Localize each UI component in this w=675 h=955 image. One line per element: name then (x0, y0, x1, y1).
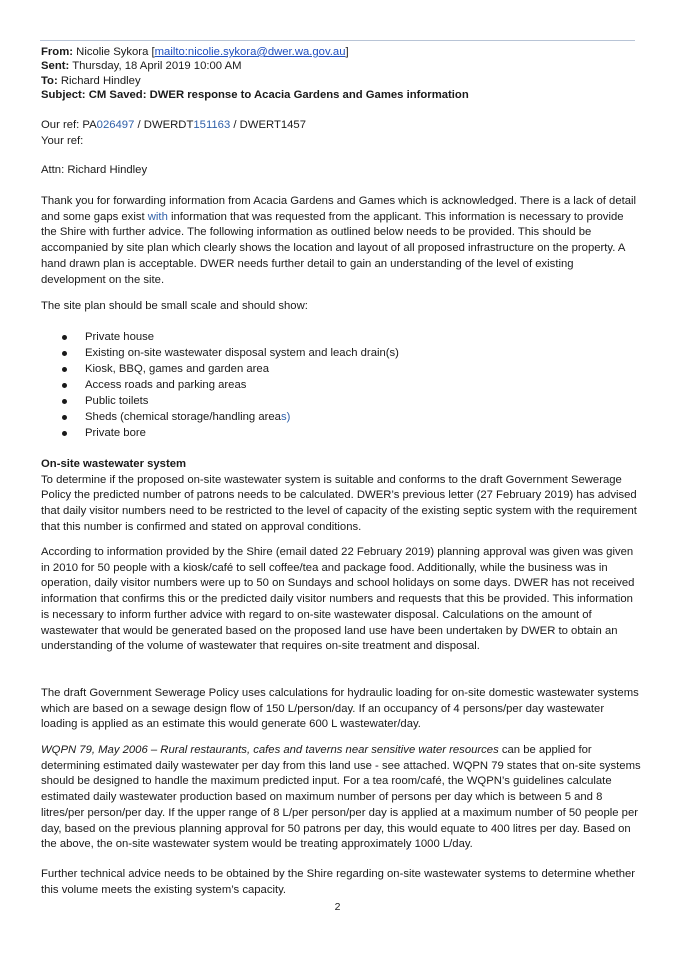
wqpn-text: can be applied for determining estimated daily wastewater per day from this land use - see attached. WQPN 79 states that on-site systems should be designed to handle the maximum predicted input. For a tea room/café, the WQPN’s guidelines calculate estimated daily wastewater production based on maximum number of persons per day which is between 5 and 8 litres/per person/per day. If the upper range of 8 L/per person/per day is applied at a maximum number of 50 people per day, based on the previous planning approval for 50 patrons per day, this would equate to 400 litres per day. Based on the above, the on-site wastewater system would be treating approximately 1000 L/day. (41, 744, 641, 851)
page-number: 2 (334, 901, 341, 913)
para1-before: Thank you for forwarding information from Acacia Gardens and Games which is acknowledged. There is a lack of detail and some gaps exist (41, 195, 637, 223)
ref1-number: 026497 (96, 119, 135, 131)
site-plan-intro: The site plan should be small scale and should show: (41, 300, 308, 312)
references (41, 118, 641, 149)
from-name: Nicolie Sykora (76, 46, 149, 58)
shire-info-paragraph: According to information provided by the Shire (email dated 22 February 2019) planning approval was given was given in 2010 for 50 people with a kiosk/café to sell coffee/tea and package food. Additionally, while the business was in operation, daily visitor numbers were up to 50 on Sundays and school holidays on some days. DWER has not received information that confirms this or the predicted daily visitor numbers and requests that this be provided. This information is necessary to inform further advice with regard to on-site wastewater disposal. Calculations on the amount of wastewater that would be generated based on the proposed land use have been undertaken by DWER to obtain an understanding of the volume of wastewater that requires on-site treatment and disposal. (41, 546, 635, 653)
our-ref-prefix: Our ref: PA (41, 119, 97, 131)
to-value: Richard Hindley (60, 74, 141, 87)
site-plan-list (41, 329, 601, 441)
sent-value: Thursday, 18 April 2019 10:00 AM (72, 60, 242, 73)
sent-line (41, 59, 641, 73)
our-ref (41, 118, 641, 134)
list-item: Existing on-site wastewater disposal system and leach drain(s) (41, 345, 601, 361)
header-divider (40, 40, 635, 41)
subject-value: CM Saved: DWER response to Acacia Gardens and Games information (88, 89, 469, 102)
sewerage-policy-paragraph: The draft Government Sewerage Policy uses calculations for hydraulic loading for on-site domestic wastewater systems which are based on a sewage design flow of 150 L/person/day. If an occupancy of 4 persons/per day wastewater loading is applied as an estimate this would generate 600 L wastewater/day. (41, 687, 639, 731)
intro-paragraph (41, 194, 641, 288)
to-label: To: (41, 74, 58, 87)
list-item: Access roads and parking areas (41, 377, 601, 393)
ref3: / DWERT1457 (230, 119, 306, 131)
para1-after: information that was requested from the applicant. This information is necessary to provide the Shire with further advice. The following information as outlined below needs to be provided. This should be accompanied by site plan which clearly shows the location and layout of all proposed infrastructure on the property. A hand drawn plan is acceptable. DWER needs further detail to gain an understanding of the level of existing development on the site. (41, 210, 625, 286)
section-paragraph: To determine if the proposed on-site wastewater system is suitable and conforms to the draft Government Sewerage Policy the predicted number of patrons needs to be calculated. DWER’s previous letter (27 February 2019) has advised that daily visitor numbers need to be restricted to the level of capacity of the existing septic system with the requirement that this number is confirmed and stated on approval conditions. (41, 473, 637, 533)
wastewater-section (41, 457, 641, 536)
sent-label: Sent: (41, 60, 70, 73)
sheds-text-end: s) (280, 411, 291, 423)
para1-with-word: with (147, 210, 168, 223)
list-item: Kiosk, BBQ, games and garden area (41, 361, 601, 377)
sheds-text: Sheds (chemical storage/handling area (85, 411, 281, 423)
from-line: From: Nicolie Sykora [mailto:nicolie.sykora@dwer.wa.gov.au] (41, 46, 349, 58)
list-item: Private bore (41, 425, 601, 441)
further-advice-paragraph: Further technical advice needs to be obtained by the Shire regarding on-site wastewater systems to determine whether this volume meets the existing system’s capacity. (41, 868, 636, 896)
subject-label: Subject: (41, 89, 86, 102)
list-item: Public toilets (41, 393, 601, 409)
subject-line (41, 88, 641, 102)
your-ref: Your ref: (41, 134, 84, 147)
ref2-prefix: / DWERDT (134, 119, 194, 131)
attention-line: Attn: Richard Hindley (41, 164, 148, 176)
wqpn-title: WQPN 79, May 2006 – Rural restaurants, cafes and taverns near sensitive water resources (41, 744, 499, 756)
email-header (41, 45, 641, 103)
list-item (41, 409, 601, 425)
from-mailto-link[interactable]: mailto:nicolie.sykora@dwer.wa.gov.au (154, 46, 346, 58)
from-label: From: (41, 46, 74, 58)
ref2-number: 151163 (193, 119, 231, 131)
wqpn-paragraph (41, 743, 641, 853)
list-item: Private house (41, 329, 601, 345)
section-heading: On-site wastewater system (41, 458, 187, 470)
to-line (41, 74, 641, 88)
